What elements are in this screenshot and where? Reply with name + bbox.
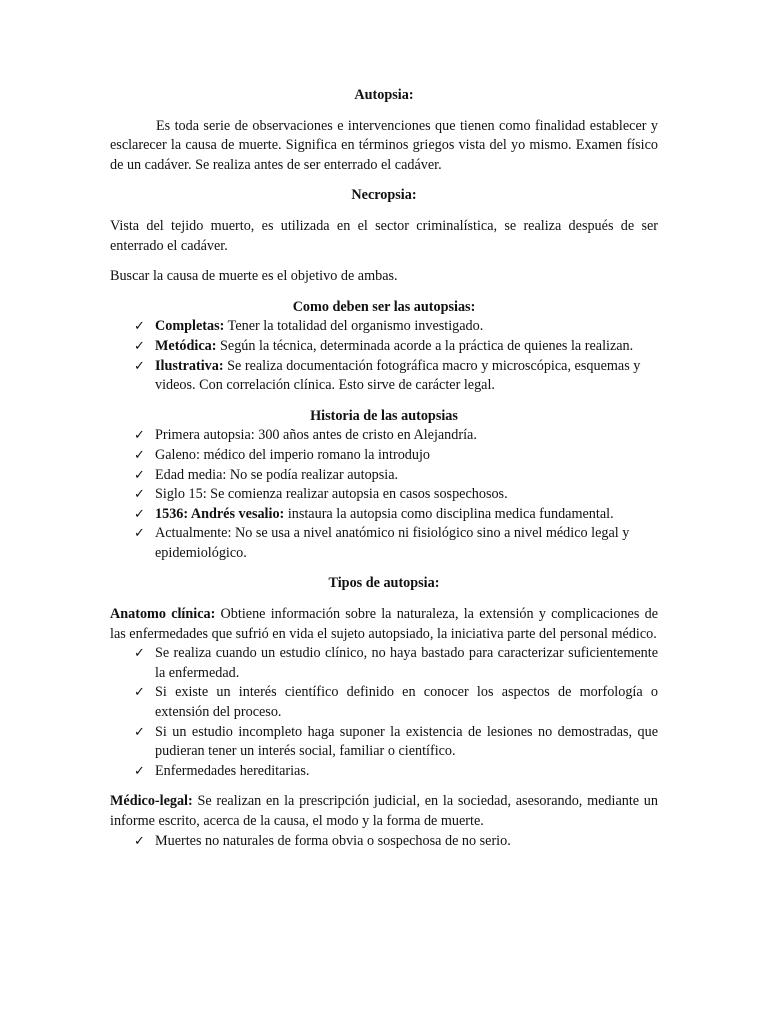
list-item: ✓ Si un estudio incompleto haga suponer la existencia de lesiones no demostradas, que pudieran tener un interés social, familiar o científico. [134,723,658,760]
paragraph-anatomo-clinica: Anatomo clínica: Obtiene información sobre la naturaleza, la extensión y complicaciones de las enfermedades que sufrió en vida el sujeto autopsiado, la iniciativa parte del personal médico. [110,606,658,642]
list-item: ✓ Enfermedades hereditarias. [110,762,658,782]
list-item: ✓ Ilustrativa: Se realiza documentación fotográfica macro y microscópica, esquemas y videos. Con correlación clínica. Esto sirve de carácter legal. [134,357,641,394]
list-item: ✓ Actualmente: No se usa a nivel anatómico ni fisiológico sino a nivel médico legal y epidemiológico. [134,525,630,561]
list-item: ✓ Muertes no naturales de forma obvia o sospechosa de no serio. [110,832,658,852]
check-icon: ✓ [134,526,145,542]
check-icon: ✓ [134,685,145,701]
list-anatomo-clinica [110,644,658,781]
check-icon: ✓ [134,467,145,483]
list-item: ✓ Completas: Tener la totalidad del organismo investigado. [110,317,658,337]
list-item: ✓ Primera autopsia: 300 años antes de cristo en Alejandría. [110,426,658,446]
check-icon: ✓ [134,763,145,779]
list-como-deben [110,317,658,395]
list-medico-legal [110,832,658,852]
check-icon: ✓ [134,319,145,335]
paragraph-necropsia: Vista del tejido muerto, es utilizada en el sector criminalística, se realiza después de ser enterrado el cadáver. [110,217,658,254]
heading-como-deben: Como deben ser las autopsias: [292,298,476,315]
list-item: ✓ Se realiza cuando un estudio clínico, no haya bastado para caracterizar suficientemente la enfermedad. [134,645,658,681]
heading-historia: Historia de las autopsias [310,407,458,424]
list-item: ✓ Si existe un interés científico definido en conocer los aspectos de morfología o extensión del proceso. [134,684,658,721]
heading-necropsia: Necropsia: [351,187,417,204]
check-icon: ✓ [134,506,145,522]
list-historia [110,426,658,563]
check-icon: ✓ [134,338,145,354]
paragraph-medico-legal: Médico-legal: Se realizan en la prescripción judicial, en la sociedad, asesorando, mediante un informe escrito, acerca de la causa, el modo y la forma de muerte. [110,793,658,829]
check-icon: ✓ [134,646,145,662]
paragraph-autopsia: Es toda serie de observaciones e intervenciones que tienen como finalidad establecer y esclarecer la causa de muerte. Significa en términos griegos vista del yo mismo. Examen físico de un cadáver. Se realiza antes de ser enterrado el cadáver. [110,117,658,173]
check-icon: ✓ [134,428,145,444]
check-icon: ✓ [134,447,145,463]
list-item: ✓ Galeno: médico del imperio romano la introdujo [110,446,658,466]
list-item: ✓ Metódica: Según la técnica, determinada acorde a la práctica de quienes la realizan. [110,337,658,357]
list-item: ✓ Edad media: No se podía realizar autopsia. [110,466,658,486]
check-icon: ✓ [134,833,145,849]
check-icon: ✓ [134,487,145,503]
paragraph-objetivo: Buscar la causa de muerte es el objetivo de ambas. [110,268,398,285]
document-body [110,86,658,851]
heading-autopsia: Autopsia: [354,87,414,103]
heading-tipos: Tipos de autopsia: [328,575,440,592]
list-item: ✓ 1536: Andrés vesalio: instaura la autopsia como disciplina medica fundamental. [110,505,658,525]
list-item: ✓ Siglo 15: Se comienza realizar autopsia en casos sospechosos. [110,485,658,505]
check-icon: ✓ [134,724,145,740]
check-icon: ✓ [134,358,145,374]
